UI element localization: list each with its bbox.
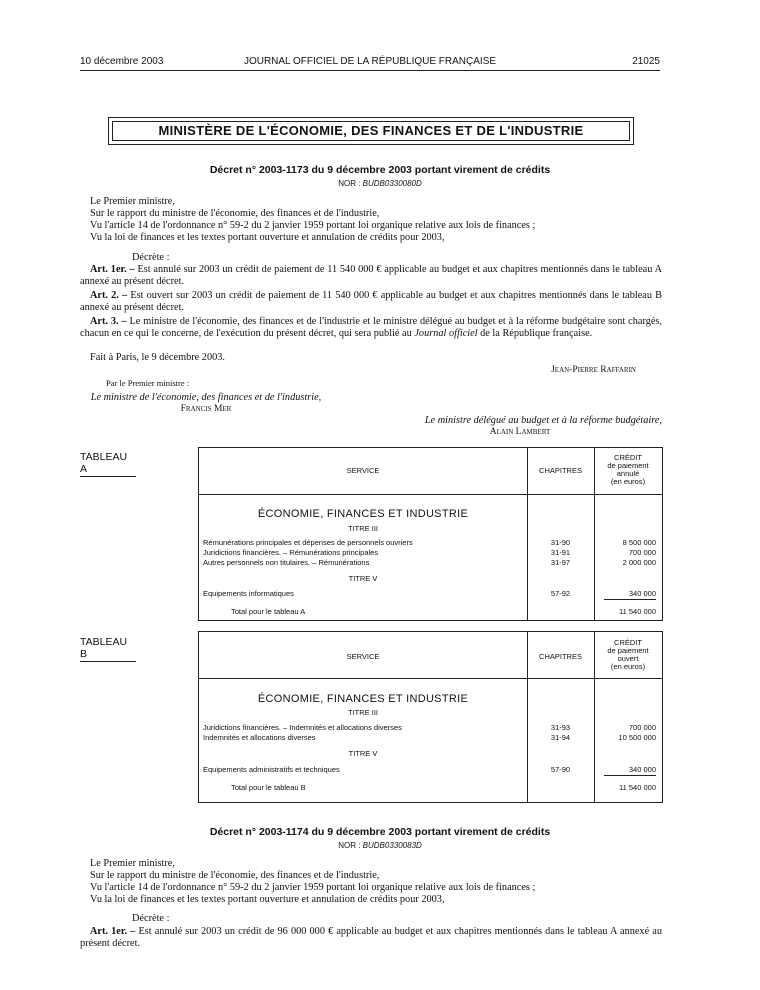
table-total-amount: 11 540 000 bbox=[619, 607, 656, 616]
table-row-chapter: 31-97 bbox=[550, 558, 571, 567]
article-label: Art. 1er. – bbox=[90, 926, 136, 937]
credit-header-line: CRÉDIT bbox=[614, 453, 642, 462]
article-text: Le ministre de l'économie, des finances et de l'industrie et le ministre délégué au budget et à la réforme budgétaire sont chargés, chacun en ce qui le concerne, de l'exécution du présent décret, qui sera publié au bbox=[80, 316, 663, 339]
table-total-amount: 11 540 000 bbox=[619, 783, 656, 792]
table-row-amount: 340 000 bbox=[628, 765, 656, 774]
table-header-rule bbox=[199, 678, 662, 679]
decree1-title: Décret n° 2003-1173 du 9 décembre 2003 portant virement de crédits bbox=[209, 164, 551, 176]
table-row-chapter: 31-90 bbox=[550, 538, 571, 547]
table-b bbox=[198, 631, 663, 803]
col-credit-header bbox=[594, 454, 662, 486]
credit-header-line: CRÉDIT bbox=[614, 638, 642, 647]
table-row-amount: 700 000 bbox=[628, 548, 656, 557]
header-page-number: 21025 bbox=[632, 56, 660, 67]
titre-iii-heading: TITRE III bbox=[348, 708, 378, 717]
article-text: Est annulé sur 2003 un crédit de paiement de 11 540 000 € applicable au budget et aux chapitres mentionnés dans le tableau A annexé au présent décret. bbox=[80, 264, 663, 287]
table-row-amount: 700 000 bbox=[628, 723, 656, 732]
decree2-intro-2: Sur le rapport du ministre de l'économie, des finances et de l'industrie, bbox=[90, 870, 380, 881]
minister2-name: Alain Lambert bbox=[489, 427, 551, 437]
table-row-service: Equipements informatiques bbox=[203, 588, 525, 599]
header-journal: JOURNAL OFFICIEL DE LA RÉPUBLIQUE FRANÇAISE bbox=[243, 56, 497, 67]
decree1-intro-3: Vu l'article 14 de l'ordonnance n° 59-2 du 2 janvier 1959 portant loi organique relative aux lois de finances ; bbox=[90, 220, 536, 231]
table-row-amount: 340 000 bbox=[628, 589, 656, 598]
article-text: Est annulé sur 2003 un crédit de 96 000 000 € applicable au budget et aux chapitres mentionnés dans le tableau A annexé au présent décret. bbox=[80, 926, 662, 949]
table-row-chapter: 57-90 bbox=[550, 765, 571, 774]
header-date: 10 décembre 2003 bbox=[80, 56, 164, 67]
col-chapitres-header: CHAPITRES bbox=[539, 652, 582, 661]
table-row-service: Juridictions financières. – Indemnités et allocations diverses bbox=[203, 722, 525, 733]
decree2-intro-4: Vu la loi de finances et les textes portant ouverture et annulation de crédits pour 2003, bbox=[90, 894, 445, 905]
table-total-label: Total pour le tableau A bbox=[231, 606, 521, 617]
credit-header-line: de paiement bbox=[607, 646, 649, 655]
decree1-nor bbox=[0, 179, 760, 188]
minister1-role: Le ministre de l'économie, des finances et de l'industrie, bbox=[90, 392, 322, 403]
decree1-decrete: Décrète : bbox=[132, 252, 170, 263]
nor-code: BUDB0330083D bbox=[362, 841, 422, 850]
decree1-article-3 bbox=[80, 316, 662, 339]
titre-iii-heading: TITRE III bbox=[348, 524, 378, 533]
credit-header-line: (en euros) bbox=[610, 477, 646, 486]
table-b-label: TABLEAU B bbox=[80, 636, 136, 662]
table-row-amount: 2 000 000 bbox=[622, 558, 656, 567]
article-label: Art. 3. – bbox=[90, 316, 127, 327]
table-row-service: Equipements administratifs et techniques bbox=[203, 764, 525, 775]
table-section-title: ÉCONOMIE, FINANCES ET INDUSTRIE bbox=[257, 508, 469, 520]
table-row-chapter: 31-94 bbox=[550, 733, 571, 742]
decree1-by-pm: Par le Premier ministre : bbox=[106, 378, 190, 388]
decree1-done-at: Fait à Paris, le 9 décembre 2003. bbox=[90, 352, 225, 363]
article-text: Est ouvert sur 2003 un crédit de paiement de 11 540 000 € applicable au budget et aux chapitres mentionnés dans le tableau B annexé au présent décret. bbox=[80, 290, 663, 313]
article-text-end: de la République française. bbox=[480, 327, 593, 339]
col-service-header: SERVICE bbox=[346, 466, 380, 475]
table-section-title: ÉCONOMIE, FINANCES ET INDUSTRIE bbox=[257, 693, 469, 705]
table-row-chapter: 57-92 bbox=[550, 589, 571, 598]
decree1-intro-4: Vu la loi de finances et les textes portant ouverture et annulation de crédits pour 2003, bbox=[90, 232, 445, 243]
decree2-title: Décret n° 2003-1174 du 9 décembre 2003 portant virement de crédits bbox=[209, 826, 551, 838]
table-row-chapter: 31-93 bbox=[550, 723, 571, 732]
credit-header-line: (en euros) bbox=[610, 662, 646, 671]
titre-v-heading: TITRE V bbox=[348, 749, 378, 758]
decree1-signatory: Jean-Pierre Raffarin bbox=[551, 365, 636, 375]
table-header-rule bbox=[199, 494, 662, 495]
table-row-chapter: 31-91 bbox=[550, 548, 571, 557]
article-label: Art. 1er. – bbox=[90, 264, 135, 275]
ministry-box bbox=[108, 117, 634, 145]
nor-label: NOR : bbox=[338, 179, 361, 188]
decree2-intro-3: Vu l'article 14 de l'ordonnance n° 59-2 du 2 janvier 1959 portant loi organique relative aux lois de finances ; bbox=[90, 882, 536, 893]
table-a-label: TABLEAU A bbox=[80, 451, 136, 477]
minister1-name: Francis Mer bbox=[180, 404, 232, 414]
table-row-service: Indemnités et allocations diverses bbox=[203, 732, 525, 743]
decree2-article-1 bbox=[80, 926, 662, 949]
titre-v-heading: TITRE V bbox=[348, 574, 378, 583]
minister2-role: Le ministre délégué au budget et à la réforme budgétaire, bbox=[424, 415, 662, 426]
col-chapitres-header: CHAPITRES bbox=[539, 466, 582, 475]
table-total-label: Total pour le tableau B bbox=[231, 782, 521, 793]
table-row-service: Juridictions financières. – Rémunérations principales bbox=[203, 547, 525, 558]
credit-header-line: de paiement bbox=[607, 461, 649, 470]
decree1-article-1 bbox=[80, 264, 662, 287]
decree2-nor bbox=[0, 841, 760, 850]
credit-header-line: ouvert bbox=[617, 654, 639, 663]
article-label: Art. 2. – bbox=[90, 290, 128, 301]
table-row-service: Rémunérations principales et dépenses de personnels ouvriers bbox=[203, 537, 525, 548]
table-row-service: Autres personnels non titulaires. – Rémunérations bbox=[203, 557, 525, 568]
col-credit-header bbox=[594, 639, 662, 671]
header-rule bbox=[80, 70, 660, 71]
decree2-intro-1: Le Premier ministre, bbox=[90, 858, 175, 869]
decree1-intro-2: Sur le rapport du ministre de l'économie, des finances et de l'industrie, bbox=[90, 208, 380, 219]
nor-label: NOR : bbox=[338, 841, 361, 850]
table-a bbox=[198, 447, 663, 621]
credit-header-line: annulé bbox=[616, 469, 640, 478]
table-row-amount: 8 500 000 bbox=[622, 538, 656, 547]
journal-officiel-ref: Journal officiel bbox=[414, 327, 478, 339]
subtotal-rule bbox=[604, 599, 656, 600]
decree1-article-2 bbox=[80, 290, 662, 313]
subtotal-rule bbox=[604, 775, 656, 776]
decree2-decrete: Décrète : bbox=[132, 913, 170, 924]
col-service-header: SERVICE bbox=[346, 652, 380, 661]
ministry-title: MINISTÈRE DE L'ÉCONOMIE, DES FINANCES ET DE L'INDUSTRIE bbox=[112, 121, 630, 141]
decree1-intro-1: Le Premier ministre, bbox=[90, 196, 175, 207]
nor-code: BUDB0330080D bbox=[362, 179, 422, 188]
table-row-amount: 10 500 000 bbox=[618, 733, 656, 742]
